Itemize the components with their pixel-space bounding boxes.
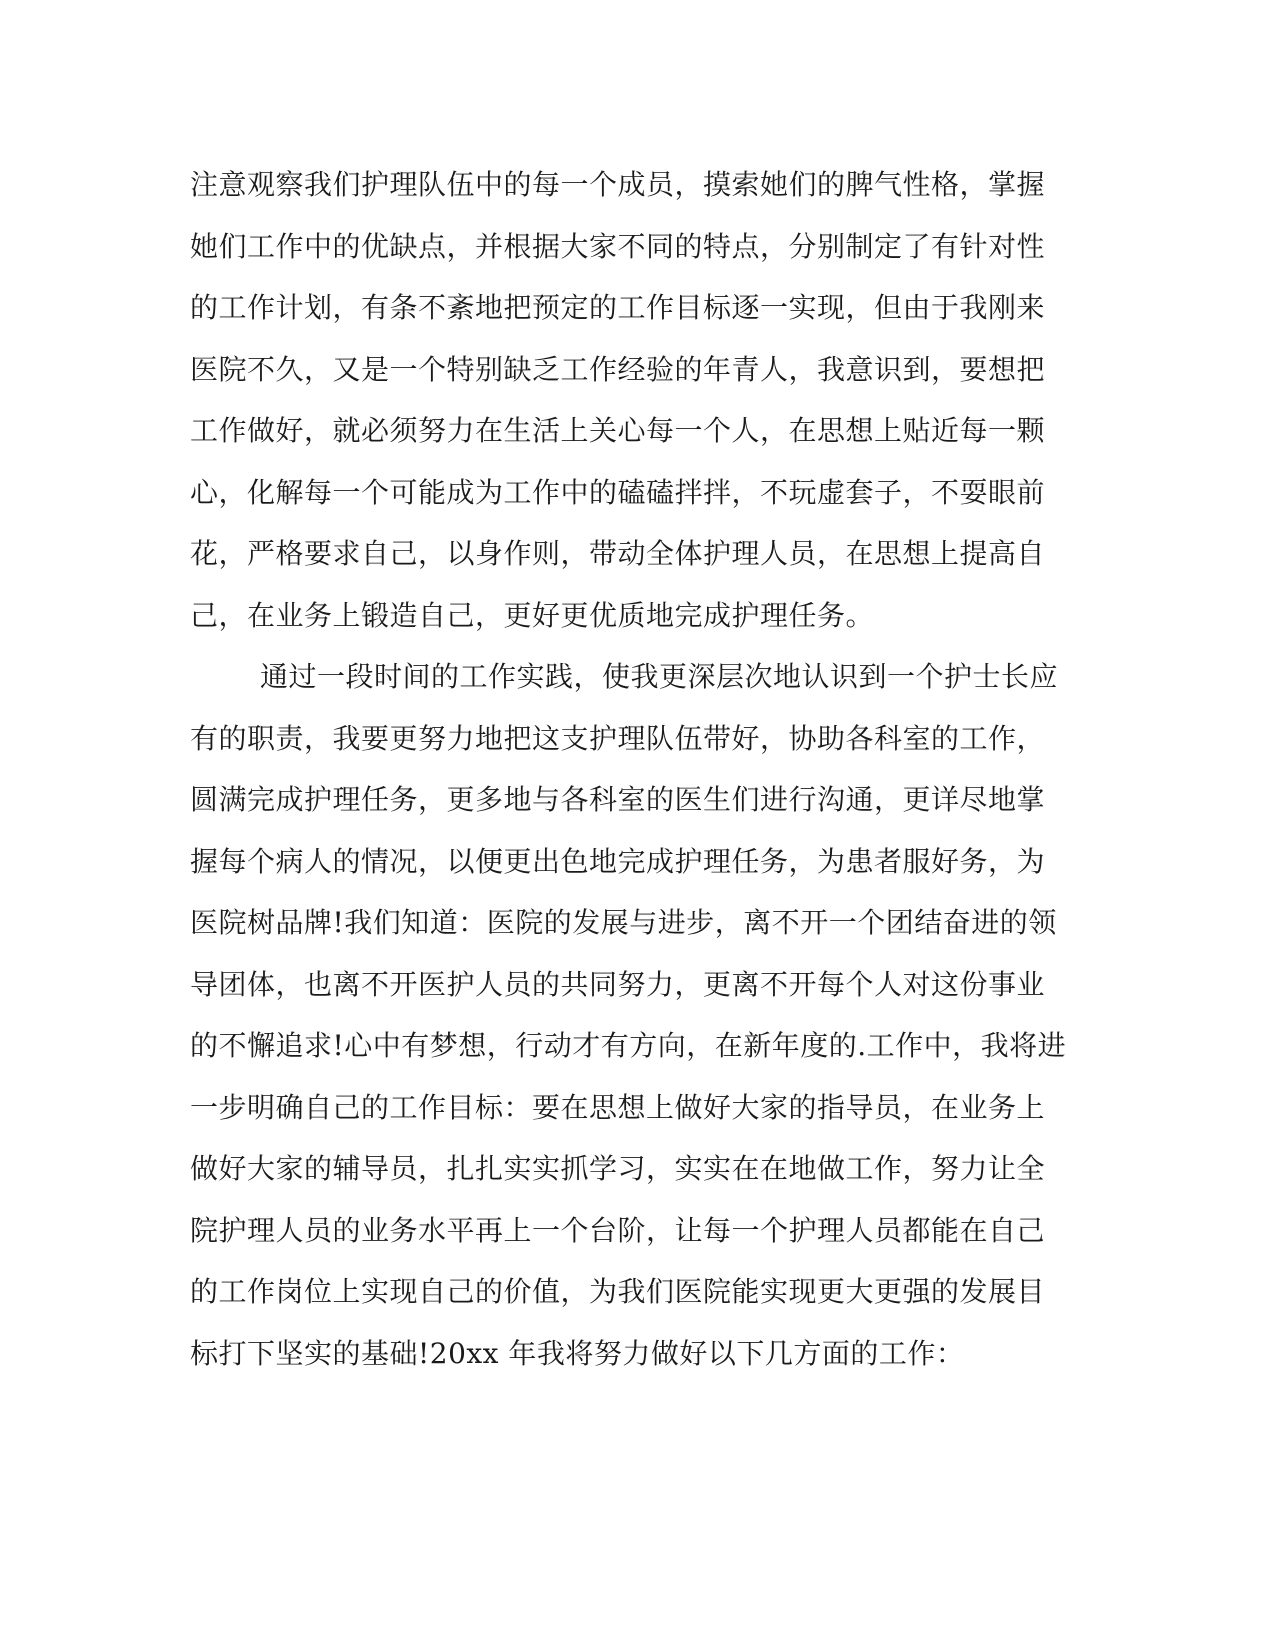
document-body: [190, 154, 1090, 1384]
text-line: 花，严格要求自己，以身作则，带动全体护理人员，在思想上提高自: [190, 537, 1046, 570]
text-line: 的工作计划，有条不紊地把预定的工作目标逐一实现，但由于我刚来: [190, 291, 1046, 324]
text-line: 做好大家的辅导员，扎扎实实抓学习，实实在在地做工作，努力让全: [190, 1152, 1046, 1185]
text-line: 标打下坚实的基础!20xx 年我将努力做好以下几方面的工作：: [190, 1336, 965, 1370]
text-line: 心，化解每一个可能成为工作中的磕磕拌拌，不玩虚套子，不耍眼前: [190, 475, 1046, 509]
text-line: 握每个病人的情况，以便更出色地完成护理任务，为患者服好务，为: [190, 844, 1046, 878]
text-line: 己，在业务上锻造自己，更好更优质地完成护理任务。: [190, 598, 875, 632]
text-line: 注意观察我们护理队伍中的每一个成员，摸索她们的脾气性格，掌握: [190, 168, 1046, 201]
text-line: 工作做好，就必须努力在生活上关心每一个人，在思想上贴近每一颗: [190, 414, 1046, 447]
paragraph-start-line: 通过一段时间的工作实践，使我更深层次地认识到一个护士长应: [260, 660, 1059, 693]
text-line: 一步明确自己的工作目标：要在思想上做好大家的指导员，在业务上: [190, 1090, 1046, 1124]
text-line: 有的职责，我要更努力地把这支护理队伍带好，协助各科室的工作，: [190, 721, 1046, 755]
text-line: 圆满完成护理任务，更多地与各科室的医生们进行沟通，更详尽地掌: [190, 783, 1046, 816]
text-line: 院护理人员的业务水平再上一个台阶，让每一个护理人员都能在自己: [190, 1213, 1046, 1247]
text-line: 医院不久，又是一个特别缺乏工作经验的年青人，我意识到，要想把: [190, 352, 1046, 386]
text-line: 她们工作中的优缺点，并根据大家不同的特点，分别制定了有针对性: [190, 229, 1046, 263]
text-line: 的工作岗位上实现自己的价值，为我们医院能实现更大更强的发展目: [190, 1275, 1046, 1308]
text-line: 导团体，也离不开医护人员的共同努力，更离不开每个人对这份事业: [190, 967, 1046, 1001]
text-line: 的不懈追求!心中有梦想，行动才有方向，在新年度的.工作中，我将进: [190, 1029, 1067, 1062]
text-line: 医院树品牌!我们知道：医院的发展与进步，离不开一个团结奋进的领: [190, 906, 1057, 939]
